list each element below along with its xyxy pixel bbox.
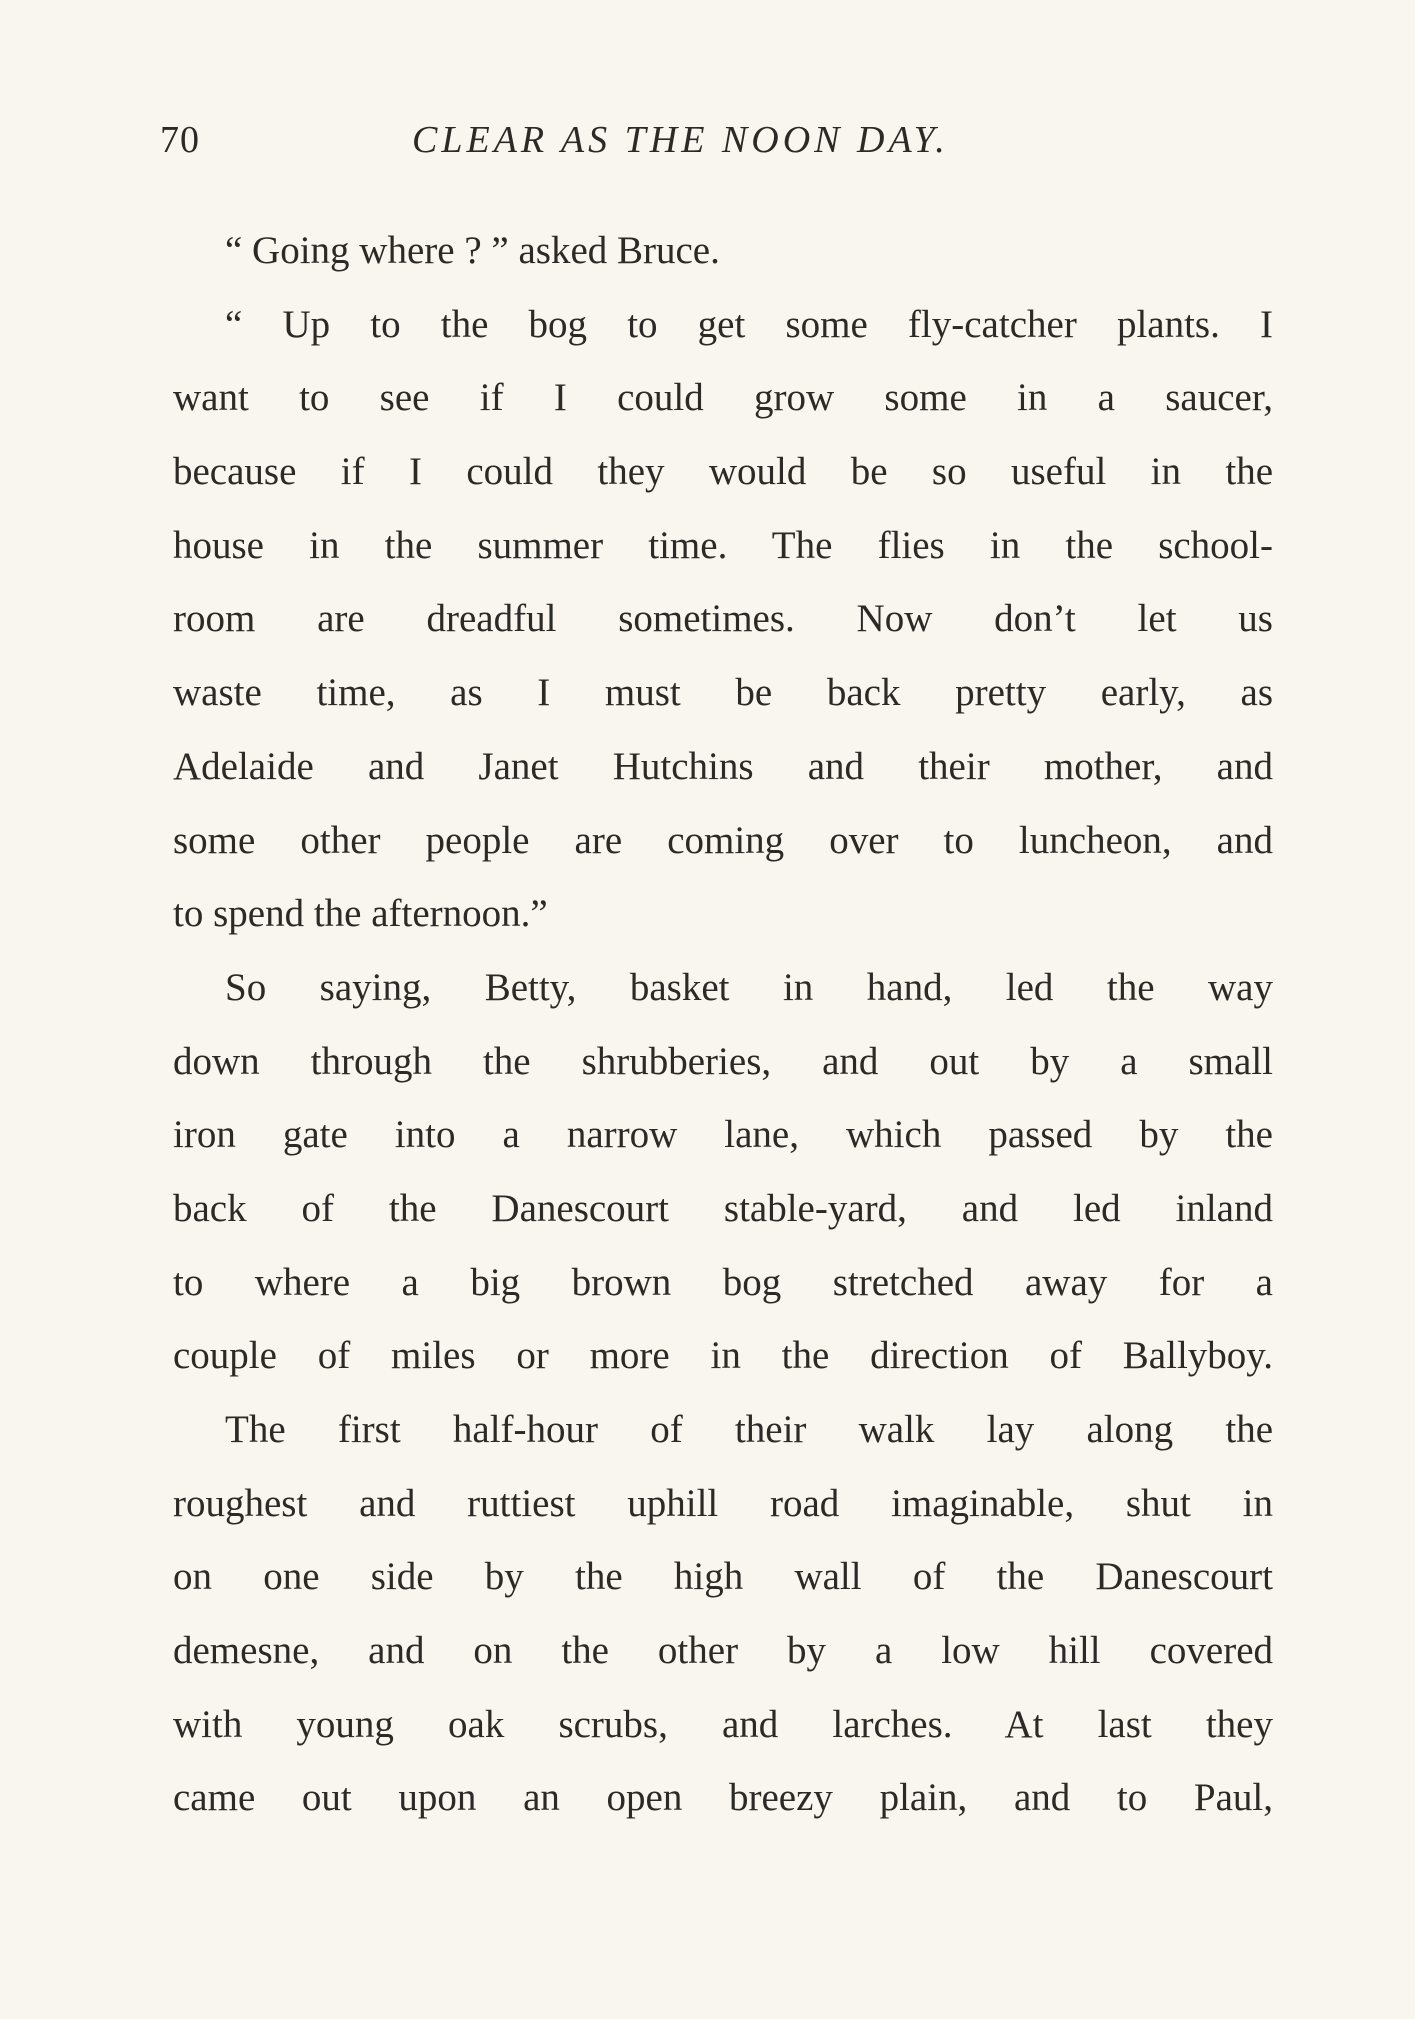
text-line: back of the Danescourt stable-yard, and led inland <box>173 1186 1273 1230</box>
text-line: Adelaide and Janet Hutchins and their mother, and <box>173 744 1273 788</box>
text-line: to spend the afternoon.” <box>173 892 548 936</box>
text-line: house in the summer time. The flies in the school- <box>173 523 1273 567</box>
page-number: 70 <box>160 119 200 161</box>
text-line: because if I could they would be so useful in the <box>173 450 1273 494</box>
text-line: roughest and ruttiest uphill road imaginable, shut in <box>173 1481 1273 1525</box>
text-line: some other people are coming over to luncheon, and <box>173 818 1273 862</box>
text-line: with young oak scrubs, and larches. At last they <box>173 1702 1273 1746</box>
body-text <box>173 214 1273 1835</box>
text-line: on one side by the high wall of the Danescourt <box>173 1555 1273 1599</box>
text-line: iron gate into a narrow lane, which passed by the <box>173 1113 1273 1157</box>
text-line: couple of miles or more in the direction of Ballyboy. <box>173 1334 1273 1378</box>
text-line: room are dreadful sometimes. Now don’t let us <box>173 597 1273 641</box>
text-line: The first half-hour of their walk lay along the <box>225 1408 1273 1451</box>
text-line: down through the shrubberies, and out by a small <box>173 1039 1273 1083</box>
text-line: So saying, Betty, basket in hand, led the way <box>225 965 1273 1009</box>
text-line: waste time, as I must be back pretty early, as <box>173 671 1273 715</box>
text-line: came out upon an open breezy plain, and to Paul, <box>173 1776 1273 1820</box>
running-head: CLEAR AS THE NOON DAY. <box>412 119 949 161</box>
page-header <box>160 118 1270 178</box>
text-line: demesne, and on the other by a low hill covered <box>173 1629 1273 1673</box>
text-line: to where a big brown bog stretched away for a <box>173 1260 1273 1304</box>
text-line: “ Going where ? ” asked Bruce. <box>225 229 720 272</box>
text-line: want to see if I could grow some in a saucer, <box>173 376 1273 420</box>
text-line: “ Up to the bog to get some fly-catcher plants. I <box>225 302 1273 346</box>
